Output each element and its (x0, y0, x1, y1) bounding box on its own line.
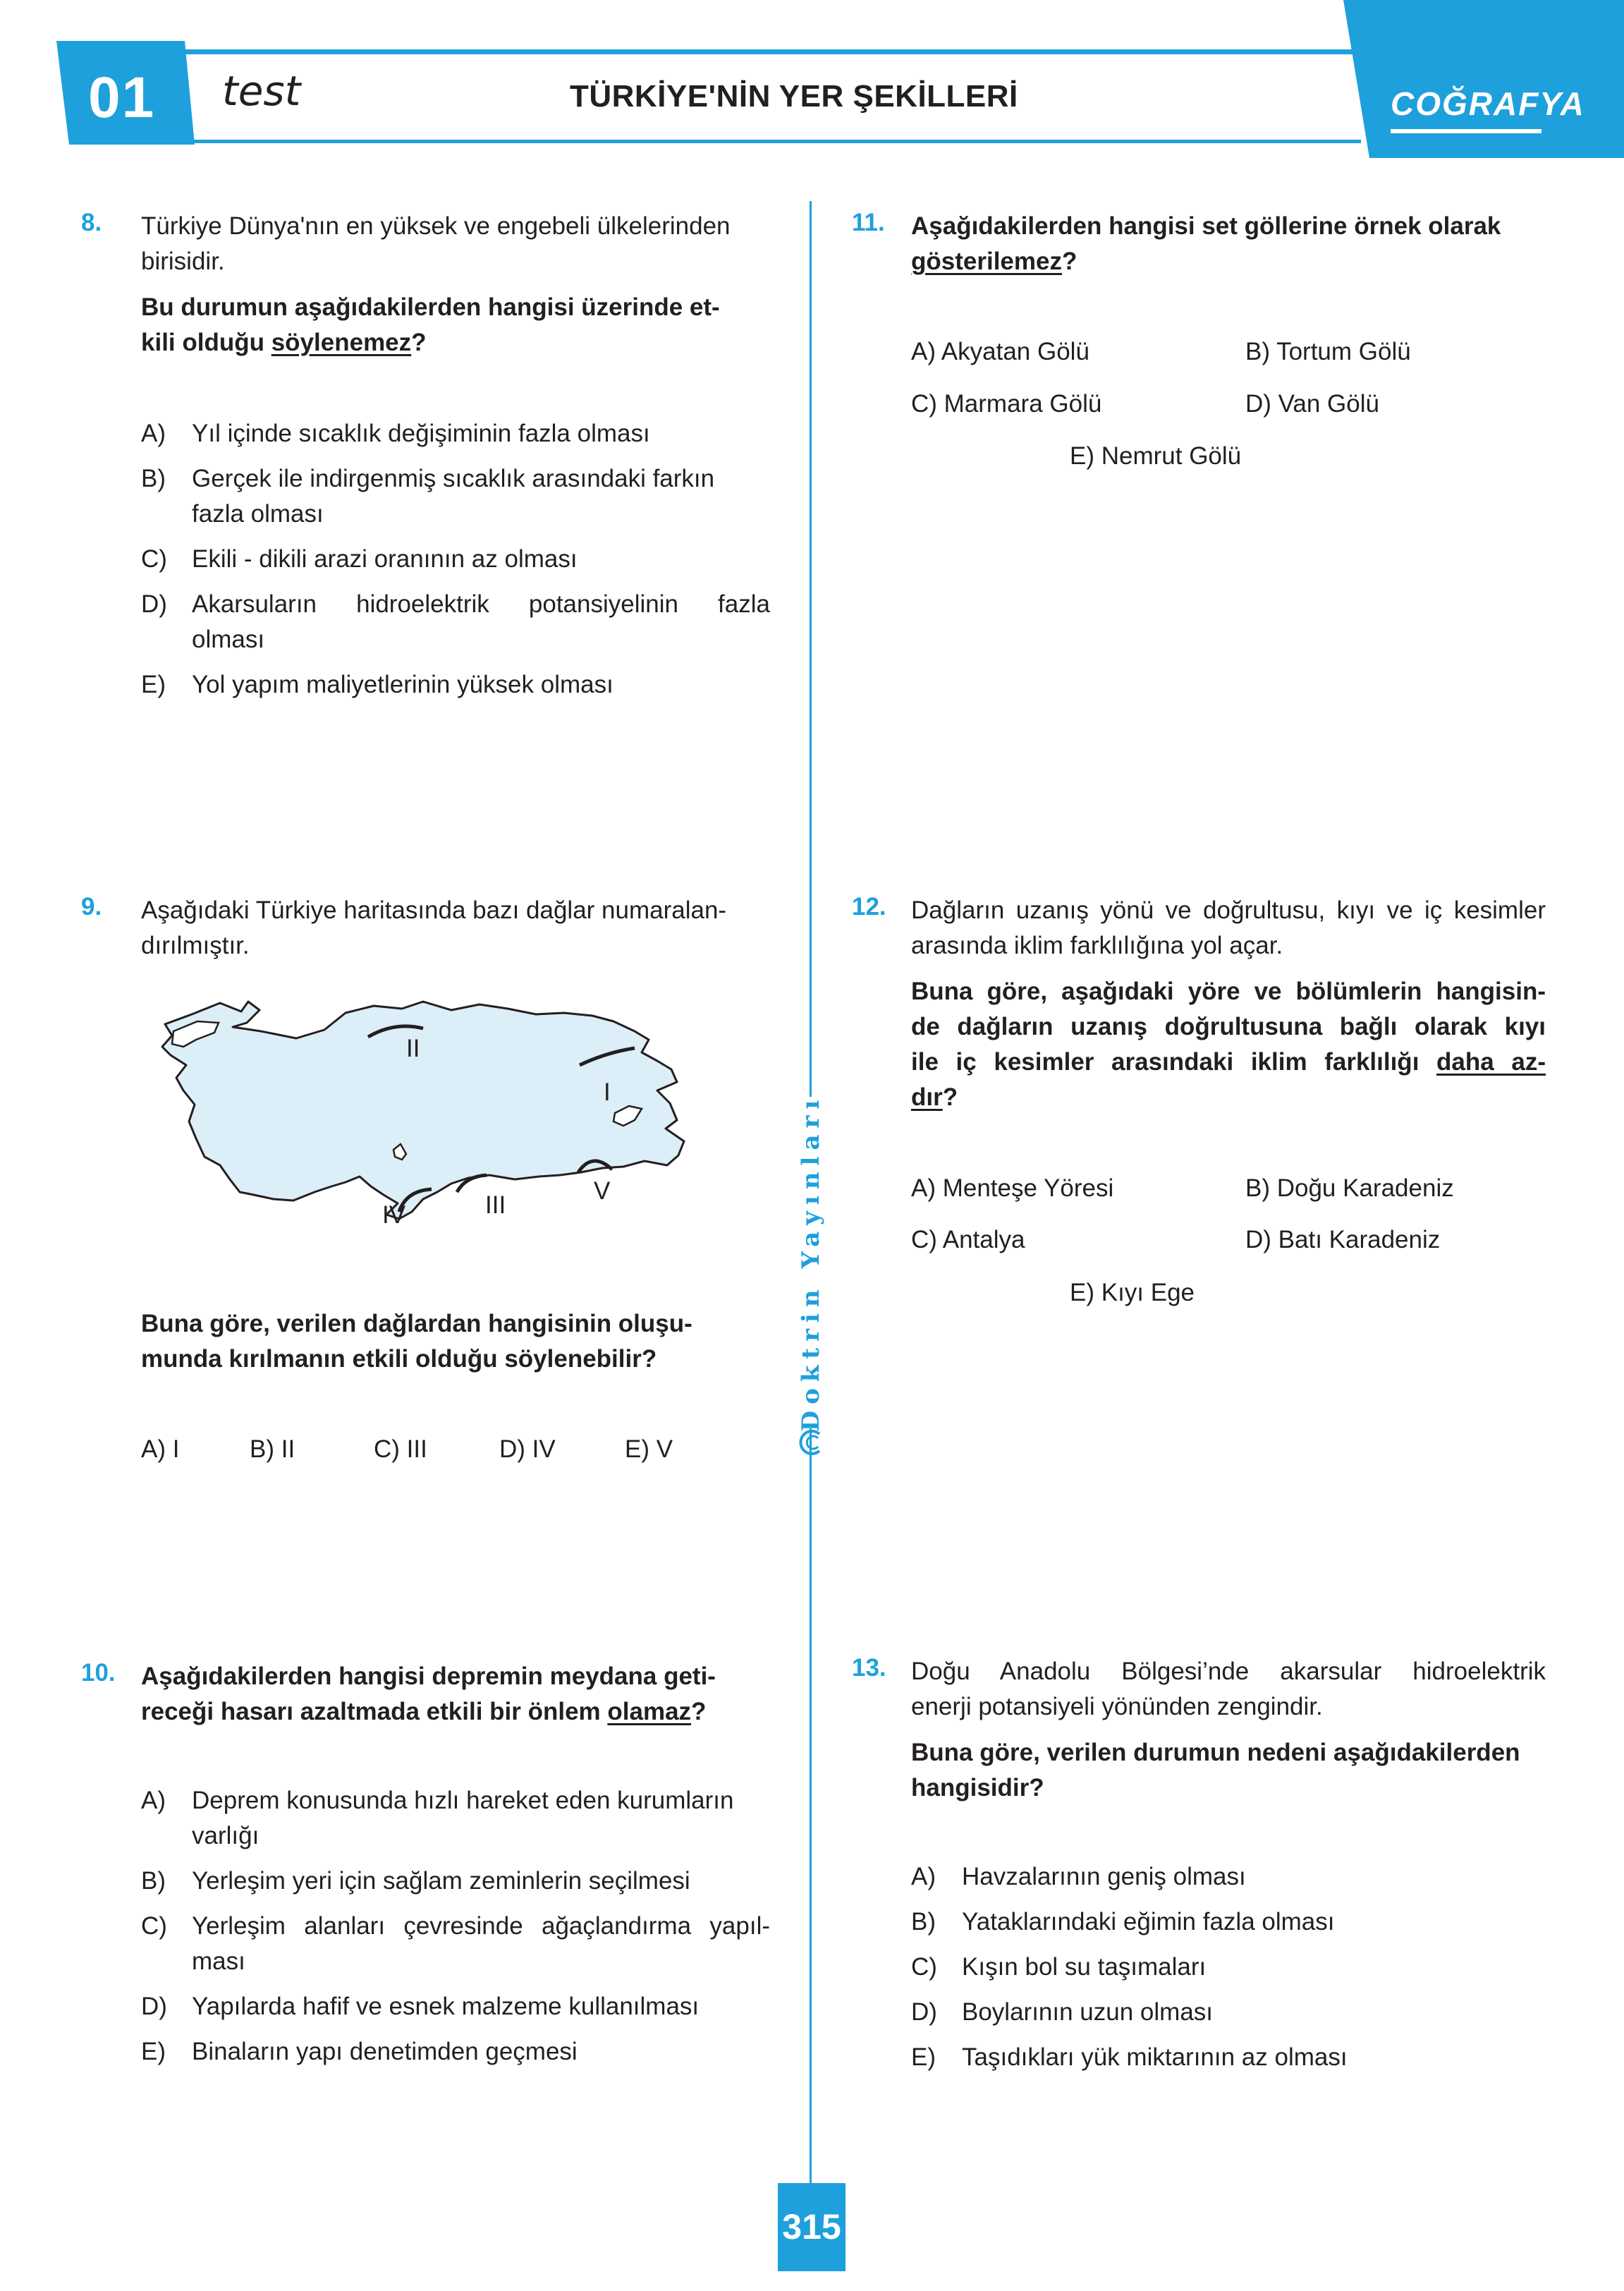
q11-option-a[interactable]: A) Akyatan Gölü (911, 338, 1089, 365)
q10-option-letter: E) (141, 2038, 166, 2065)
q13-option-letter: E) (911, 2043, 936, 2071)
q9-question-line2: munda kırılmanın etkili olduğu söylenebilir? (141, 1345, 657, 1373)
q12-number: 12. (852, 893, 886, 920)
q9-option-c[interactable]: C) III (374, 1435, 427, 1463)
q13-option-text: Kışın bol su taşımaları (962, 1953, 1207, 1981)
q12-question-underlined: daha az- (1436, 1048, 1546, 1076)
q10-question-line1: Aşağıdakilerden hangisi depremin meydana geti- (141, 1663, 716, 1690)
q12-question-line4 (911, 1080, 1546, 1115)
q8-option-text: Yol yapım maliyetlerinin yüksek olması (192, 671, 613, 698)
q8-option-text: Akarsuların hidroelektrik potansiyelinin fazla (192, 590, 770, 618)
q12-question-line1: Buna göre, aşağıdaki yöre ve bölümlerin hangisin- (911, 978, 1546, 1005)
q13-option-e[interactable] (911, 2040, 1546, 2075)
subject-label: COĞRAFYA (1391, 85, 1585, 122)
q13-option-letter: A) (911, 1863, 936, 1890)
q11-number: 11. (852, 209, 885, 236)
q10-option-letter: B) (141, 1867, 166, 1895)
q8-option-e[interactable] (141, 667, 770, 703)
q13-option-letter: C) (911, 1953, 937, 1981)
q12-stem-line1: Dağların uzanış yönü ve doğrultusu, kıyı ve iç kesimler (911, 897, 1546, 924)
page-number: 315 (782, 2207, 841, 2247)
q10-option-c[interactable] (141, 1909, 770, 1979)
q8-question-line1: Bu durumun aşağıdakilerden hangisi üzerinde et- (141, 293, 720, 321)
q11-option-e[interactable]: E) Nemrut Gölü (1070, 442, 1242, 470)
q12-option-b[interactable]: B) Doğu Karadeniz (1245, 1174, 1454, 1202)
q8-question-line2 (141, 325, 770, 360)
q9-stem-line2: dırılmıştır. (141, 932, 250, 959)
q10-option-b[interactable] (141, 1864, 770, 1899)
q8-question-mark: ? (411, 329, 427, 356)
q10-question (141, 1659, 770, 1730)
q11-question-line1: Aşağıdakilerden hangisi set göllerine örnek olarak (911, 212, 1501, 240)
q13-stem-line2: enerji potansiyeli yönünden zengindir. (911, 1693, 1323, 1720)
q10-option-text: Deprem konusunda hızlı hareket eden kurumların (192, 1787, 734, 1814)
q13-option-text: Taşıdıkları yük miktarının az olması (962, 2043, 1348, 2071)
q12-stem (911, 893, 1546, 1115)
q8-stem-line2: birisidir. (141, 248, 225, 275)
q8-option-b[interactable] (141, 461, 770, 532)
q10-question-text: receği hasarı azaltmada etkili bir önlem (141, 1698, 608, 1725)
q11-question-underlined: gösterilemez (911, 248, 1062, 275)
q9-question-line1: Buna göre, verilen dağlardan hangisinin oluşu- (141, 1310, 692, 1337)
q8-option-a[interactable] (141, 416, 770, 451)
q8-option-text-cont: fazla olması (192, 500, 324, 528)
q13-option-text: Yataklarındaki eğimin fazla olması (962, 1908, 1335, 1936)
q10-option-letter: A) (141, 1787, 166, 1814)
q13-option-letter: D) (911, 1998, 937, 2026)
q13-stem (911, 1654, 1546, 1806)
q10-question-line2 (141, 1694, 770, 1730)
q8-option-letter: E) (141, 671, 166, 698)
map-label-v: V (594, 1177, 611, 1205)
q8-question-text: kili olduğu (141, 329, 271, 356)
q10-option-text: Yerleşim yeri için sağlam zeminlerin seçilmesi (192, 1867, 690, 1895)
q9-option-e[interactable]: E) V (625, 1435, 673, 1463)
q10-option-letter: C) (141, 1912, 167, 1940)
q13-number: 13. (852, 1654, 886, 1682)
q9-option-a[interactable]: A) I (141, 1435, 180, 1463)
q13-option-d[interactable] (911, 1995, 1546, 2030)
q11-option-d[interactable]: D) Van Gölü (1245, 390, 1379, 418)
q10-option-text: Binaların yapı denetimden geçmesi (192, 2038, 578, 2065)
q11-question-line2 (911, 244, 1546, 279)
q13-options (911, 1859, 1546, 2075)
q8-option-letter: A) (141, 420, 166, 447)
q10-option-text-cont: varlığı (192, 1822, 260, 1849)
q12-option-d[interactable]: D) Batı Karadeniz (1245, 1226, 1441, 1253)
q11-option-c[interactable]: C) Marmara Gölü (911, 390, 1102, 418)
subject-underline (1391, 129, 1541, 133)
q10-question-underlined: olamaz (607, 1698, 692, 1725)
map-label-iv: IV (382, 1201, 406, 1229)
q12-option-c[interactable]: C) Antalya (911, 1226, 1025, 1253)
q8-option-letter: C) (141, 545, 167, 573)
q10-option-letter: D) (141, 1993, 167, 2020)
q10-option-text: Yapılarda hafif ve esnek malzeme kullanılması (192, 1993, 700, 2020)
q12-question-line2: de dağların uzanış doğrultusuna bağlı olarak kıyı (911, 1013, 1546, 1040)
q13-option-text: Havzalarının geniş olması (962, 1863, 1246, 1890)
q9-number: 9. (81, 893, 102, 920)
q8-stem (141, 209, 770, 360)
q12-option-a[interactable]: A) Menteşe Yöresi (911, 1174, 1114, 1202)
q9-stem-line1: Aşağıdaki Türkiye haritasında bazı dağlar numaralan- (141, 897, 727, 924)
q9-option-b[interactable]: B) II (250, 1435, 295, 1463)
q13-question-line1: Buna göre, verilen durumun nedeni aşağıdakilerden (911, 1739, 1520, 1766)
page-title: TÜRKİYE'NİN YER ŞEKİLLERİ (570, 79, 1018, 114)
q11-option-b[interactable]: B) Tortum Gölü (1245, 338, 1411, 365)
map-label-i: I (604, 1078, 611, 1106)
q13-option-a[interactable] (911, 1859, 1546, 1895)
q8-option-text: Gerçek ile indirgenmiş sıcaklık arasındaki farkın (192, 465, 715, 492)
header-bottom-rule (176, 140, 1361, 143)
turkey-map (155, 988, 776, 1270)
test-number: 01 (88, 66, 156, 130)
q8-option-letter: B) (141, 465, 166, 492)
q9-question (141, 1306, 770, 1377)
q11-question (911, 209, 1546, 279)
q8-option-letter: D) (141, 590, 167, 618)
q12-question-text: ile iç kesimler arasındaki iklim farklılığı (911, 1048, 1437, 1076)
q8-options (141, 416, 770, 703)
q10-option-text-cont: ması (192, 1947, 245, 1975)
q11-question-mark: ? (1061, 248, 1077, 275)
q13-option-c[interactable] (911, 1950, 1546, 1985)
q10-number: 10. (81, 1659, 116, 1687)
q10-option-text: Yerleşim alanları çevresinde ağaçlandırma yapıl- (192, 1912, 770, 1940)
q8-option-text: Ekili - dikili arazi oranının az olması (192, 545, 578, 573)
q10-options (141, 1783, 770, 2070)
q13-option-text: Boylarının uzun olması (962, 1998, 1214, 2026)
q12-question-mark: ? (942, 1083, 958, 1111)
q8-option-text-cont: olması (192, 626, 265, 653)
map-label-ii: II (406, 1035, 420, 1062)
q12-option-e[interactable]: E) Kıyı Ege (1070, 1279, 1195, 1306)
q13-question-line2: hangisidir? (911, 1774, 1044, 1801)
q9-option-d[interactable]: D) IV (499, 1435, 556, 1463)
q8-question-underlined: söylenemez (271, 329, 412, 356)
q8-option-text: Yıl içinde sıcaklık değişiminin fazla olması (192, 420, 650, 447)
publisher-vertical: Doktrin Yayınları (797, 1093, 825, 1432)
q12-stem-line2: arasında iklim farklılığına yol açar. (911, 932, 1283, 959)
publisher-logo-icon (797, 1428, 825, 1457)
q12-question-underlined-2: dır (911, 1083, 943, 1111)
q9-stem (141, 893, 770, 964)
q8-stem-line1: Türkiye Dünya'nın en yüksek ve engebeli ülkelerinden (141, 212, 731, 240)
q13-option-b[interactable] (911, 1904, 1546, 1940)
q12-question-line3 (911, 1045, 1546, 1080)
q10-option-d[interactable] (141, 1989, 770, 2024)
test-label: test (222, 67, 301, 115)
q8-number: 8. (81, 209, 102, 236)
subject-badge (1343, 0, 1624, 158)
q13-option-letter: B) (911, 1908, 936, 1936)
map-label-iii: III (485, 1191, 506, 1219)
q8-option-d[interactable] (141, 587, 770, 657)
q13-stem-line1: Doğu Anadolu Bölgesi’nde akarsular hidroelektrik (911, 1658, 1546, 1685)
q10-option-e[interactable] (141, 2034, 770, 2070)
q10-question-mark: ? (691, 1698, 707, 1725)
q10-option-a[interactable] (141, 1783, 770, 1854)
q8-option-c[interactable] (141, 542, 770, 577)
